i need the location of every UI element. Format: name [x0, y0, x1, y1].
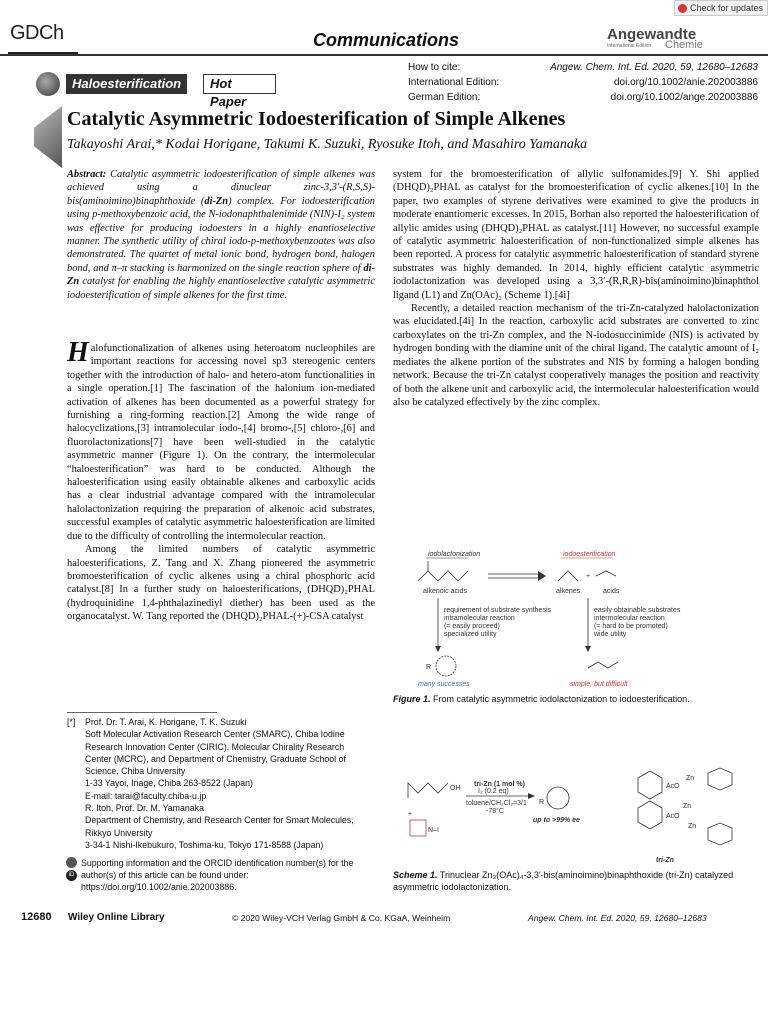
right-paragraph-2: Recently, a detailed reaction mechanism of the tri-Zn-catalyzed halolactonization was elucidated.[4i] In the reaction, carboxylic acid substrates are converted to zinc carboxylates on the tri-Zn complex, and the N-iodosuccinimide (NIS) is activated by hydrogen bonding with the diamine unit of the chiral ligand. The catalytic amount of I₂ mediates the alkene portion of the substrates and NIS by forming a halogen bonding network. Because the tri-Zn catalyst cooperatively manages the position and reactivity of both the alkene unit and carboxylic acid, the intermolecular haloesterification would also be catalyzed effectively by the zinc complex. [393, 303, 759, 408]
fig1-ester-structure [588, 662, 618, 668]
scheme1-catalyst-structure [638, 768, 732, 845]
scheme1-condition-3: toluene/CH₂Cl₂=3/1 [466, 800, 527, 807]
figure-1-caption [393, 693, 758, 705]
figure-1-caption-text: From catalytic asymmetric iodolactonization to iodoesterification. [433, 694, 690, 704]
fig1-right-note-1: intermolecular reaction [594, 615, 665, 622]
scheme1-product-r-label: R [539, 799, 545, 806]
fig1-alkenoic-acid-structure [418, 571, 468, 581]
title-decoration [34, 106, 62, 168]
supporting-info [66, 857, 386, 893]
supporting-info-icon [66, 857, 77, 868]
affiliation-line: Department of Chemistry, and Research Center for Smart Molecules, [85, 815, 354, 826]
scheme1-substrate-oh: OH [450, 785, 461, 792]
abstract-bold-2: di-Zn [67, 262, 375, 288]
page-number: 12680 [21, 911, 52, 923]
svg-text:Zn: Zn [686, 775, 695, 782]
hot-paper-icon [36, 72, 60, 96]
scheme1-catalyst-label: tri-Zn [656, 857, 674, 864]
update-icon [678, 4, 687, 13]
drop-cap: H [67, 337, 89, 368]
fig1-transition-arrow-head [538, 571, 546, 581]
topic-tag: Haloesterification [66, 74, 187, 94]
intro-paragraph-1-text: alofunctionalization of alkenes using heteroatom nucleophiles are important reactions for accessing novel sp3 stereogenic centers together with the introduction of halo- and hetero-atom functionalities in a single operation.[1] The fascination of the halonium ion-mediated activation of alkenes has been documented as a powerful strategy for furnishing a ring-forming reaction.[2] Among the wide range of halocyclizations,[3] intramolecular iodo-,[4] bromo-,[5] chloro-,[6] and fluorolactonizations[7] have been well-studied in the catalytic asymmetric manner (Figure 1). On the contrary, the intermolecular “haloesterification” was hard to be conducted. Although the haloesterification using easily obtainable alkenes and carboxylic acids has a clear industrial advantage compared with the intramolecular halolactonization requiring the preparation of alkenoic acid substrates, successful examples of catalytic asymmetric haloesterification are limited due to the difficulty of controlling the intermolecular reaction. [67, 343, 375, 542]
affiliation-marker: [*] [67, 717, 76, 727]
fig1-right-note-0: easily obtainable substrates [594, 607, 681, 614]
author-list: Takayoshi Arai,* Kodai Horigane, Takumi K. Suzuki, Ryosuke Itoh, and Masahiro Yamanaka [67, 137, 588, 152]
right-column-text [393, 168, 759, 409]
scheme1-condition-2: I₂ (0.2 eq) [478, 788, 509, 795]
scheme1-reaction-arrow-head [528, 793, 535, 799]
citation-block [408, 60, 758, 105]
intl-edition-row [408, 75, 758, 90]
affiliation-line: 1-33 Yayoi, Inage, Chiba 263-8522 (Japan) [85, 778, 253, 789]
fig1-left-note-2: (= easily proceed) [444, 623, 500, 630]
right-paragraph-1: system for the bromoesterification of allylic sulfonamides.[9] Y. Shi applied (DHQD)₂PHAL as catalyst for the bromoesterification of cyclic alkenes.[10] In the paper, two examples of styrene derivatives were examined to give the products in moderate enantiomeric excesses. In 2015, Borhan also reported the haloesterification of allylic amides using (DHQD)₂PHAL as catalyst.[11] However, no successful example of catalytic asymmetric haloesterification of non-functionalized simple alkenes has been reported. A process for catalytic asymmetric haloesterification of standard styrene substrates was highly demanded. In 2014, highly efficient catalytic asymmetric iodolactonization was developed using a 3,3′-(R,R,R)-bis(aminoimino)binaphthol ligand (L1) and Zn(OAc)₂ (Scheme 1).[4i] [393, 169, 759, 301]
affiliation-line: R. Itoh, Prof. Dr. M. Yamanaka [85, 803, 204, 814]
fig1-left-substrate-label: alkenoic acids [423, 588, 467, 595]
fig1-right-sub2-label: acids [603, 588, 620, 595]
fig1-right-result: simple, but difficult [570, 681, 628, 688]
intl-edition-label: International Edition: [408, 77, 500, 88]
gdch-logo: GDCh [10, 22, 64, 44]
svg-text:AcO: AcO [666, 813, 680, 820]
abstract-bold-1: di-Zn [204, 195, 229, 207]
wiley-online-library-link[interactable]: Wiley Online Library [68, 912, 165, 923]
fig1-lactone-r-label: R [426, 664, 432, 671]
affiliation-rule [67, 712, 217, 713]
fig1-left-note-1: intramolecular reaction [444, 615, 515, 622]
journal-logo-chem: Chemie [665, 39, 703, 51]
affiliation-email[interactable]: E-mail: tarai@faculty.chiba-u.jp [85, 790, 207, 801]
section-title: Communications [313, 30, 460, 50]
fig1-right-title: iodoesterification [563, 551, 616, 558]
fig1-left-result: many successes [418, 681, 470, 688]
intro-paragraph-2: Among the limited numbers of catalytic asymmetric haloesterifications, Z. Tang and X. Zhang pioneered the asymmetric bromoesterification of cyclic alkenes using a chiral phosphoric acid catalyst.[8] In a further study on haloesterifications, (DHQD)₂PHAL (hydroquinidine 1,4-phthalazinediyl diether) has been used as the organocatalyst. W. Tang reported the (DHQD)₂PHAL-(+)-CSA catalyst [67, 544, 375, 623]
svg-text:AcO: AcO [666, 783, 680, 790]
abstract-text-3: catalyst for enabling the highly enantioselective catalytic asymmetric iodoesterification of simple alkenes for the first time. [67, 276, 375, 301]
hot-paper-tag: Hot Paper [203, 74, 276, 94]
scheme-1-caption-text: Trinuclear Zn₃(OAc)₄-3,3′-bis(aminoimino)binaphthoxide (tri-Zn) catalyzed asymmetric iodolactonization. [393, 870, 734, 892]
scheme1-nis-label: N–I [428, 827, 439, 834]
fig1-alkene-structure [558, 571, 578, 581]
german-edition-doi-link[interactable]: doi.org/10.1002/ange.202003886 [610, 92, 758, 103]
fig1-acid-structure [596, 571, 616, 576]
check-for-updates-button[interactable] [674, 0, 768, 16]
scheme1-product-ring [547, 787, 569, 809]
fig1-left-down-arrow-head [435, 646, 441, 652]
journal-logo [607, 26, 703, 51]
header-rule [0, 54, 768, 56]
figure-1 [398, 546, 758, 691]
affiliation-line: Rikkyo University [85, 827, 153, 838]
article-title: Catalytic Asymmetric Iodoesterification of Simple Alkenes [67, 108, 566, 130]
abstract [67, 168, 375, 302]
page-header [0, 8, 768, 60]
affiliation-line: Center (MCRC), and Department of Chemistry, Graduate School of [85, 753, 346, 764]
how-to-cite-label: How to cite: [408, 62, 461, 73]
fig1-right-note-2: (= hard to be promoted) [594, 623, 668, 630]
fig1-right-down-arrow-head [585, 646, 591, 652]
fig1-left-note-3: specialized utility [444, 631, 497, 638]
abstract-label: Abstract: [67, 169, 107, 180]
intro-paragraph-1 [67, 337, 375, 543]
fig1-plus: + [586, 573, 591, 580]
scheme1-condition-1: tri-Zn (1 mol %) [474, 781, 525, 788]
si-icons [66, 857, 80, 881]
fig1-right-sub1-label: alkenes [556, 588, 581, 595]
fig1-left-title: iodolactonization [428, 551, 481, 558]
german-edition-row [408, 90, 758, 105]
journal-logo-subtitle: International Edition [607, 43, 652, 49]
german-edition-label: German Edition: [408, 92, 481, 103]
affiliation-line: Research Innovation Center (CIRIC), Molecular Chirality Research [85, 741, 345, 752]
figure-1-caption-label: Figure 1. [393, 694, 431, 704]
affiliation-line: Science, Chiba University [85, 766, 186, 777]
affiliation-body [85, 716, 377, 851]
affiliation-line: Prof. Dr. T. Arai, K. Horigane, T. K. Suzuki [85, 717, 247, 727]
scheme1-condition-4: -78°C [486, 808, 504, 815]
fig1-left-note-0: requirement of substrate synthesis [444, 607, 551, 614]
orcid-icon: iD [66, 870, 77, 881]
article-tags [36, 72, 276, 109]
introduction [67, 337, 375, 624]
how-to-cite-value: Angew. Chem. Int. Ed. 2020, 59, 12680–12683 [550, 62, 758, 73]
affiliation-line: Soft Molecular Activation Research Center (SMARC), Chiba Iodine [85, 729, 345, 740]
scheme1-substrate-structure [408, 783, 448, 798]
fig1-right-note-3: wide utility [594, 631, 627, 638]
fig1-lactone-ring [436, 656, 456, 676]
scheme1-plus: + [408, 811, 413, 818]
svg-text:Zn: Zn [683, 803, 692, 810]
affiliations [67, 716, 377, 851]
affiliation-line: 3-34-1 Nishi-Ikebukuro, Toshima-ku, Tokyo 171-8588 (Japan) [85, 839, 324, 850]
svg-text:Zn: Zn [688, 823, 697, 830]
abstract-text-1: Catalytic asymmetric iodoesterification of simple alkenes was achieved using a dinuclear zinc-3,3′-(R,S,S)-bis(aminoimino)binaphthoxide ( [67, 169, 375, 207]
scheme1-nis-ring [410, 820, 426, 836]
scheme-1-caption [393, 869, 758, 893]
scheme-1-caption-label: Scheme 1. [393, 870, 438, 880]
journal-logo-text: Angewandte [607, 26, 697, 43]
copyright: © 2020 Wiley-VCH Verlag GmbH & Co. KGaA, Weinheim [232, 913, 451, 923]
scheme1-ee: up to >99% ee [533, 817, 580, 824]
scheme-1 [398, 758, 758, 868]
supporting-info-text[interactable]: Supporting information and the ORCID identification number(s) for the author(s) of this article can be found under: https://doi.org/10.1002/anie.202003886. [81, 858, 354, 892]
check-for-updates-label: Check for updates [690, 3, 764, 13]
journal-reference: Angew. Chem. Int. Ed. 2020, 59, 12680–12683 [528, 913, 707, 923]
how-to-cite-row [408, 60, 758, 75]
intl-edition-doi-link[interactable]: doi.org/10.1002/anie.202003886 [613, 77, 758, 88]
page-footer [0, 909, 768, 925]
abstract-text-2: ) complex. For iodoesterification using p-methoxybenzoic acid, the N-iodonaphthalenimide (NIN)-I₂ system was effective for producing iodoesters in a highly enantioselective manner. The synthetic utility of chiral iodo-p-methoxybenzoates was also demonstrated. The quartet of metal ionic bond, hydrogen bond, halogen bond, and π–π stacking is harmonized on the single reaction sphere of [67, 195, 375, 274]
